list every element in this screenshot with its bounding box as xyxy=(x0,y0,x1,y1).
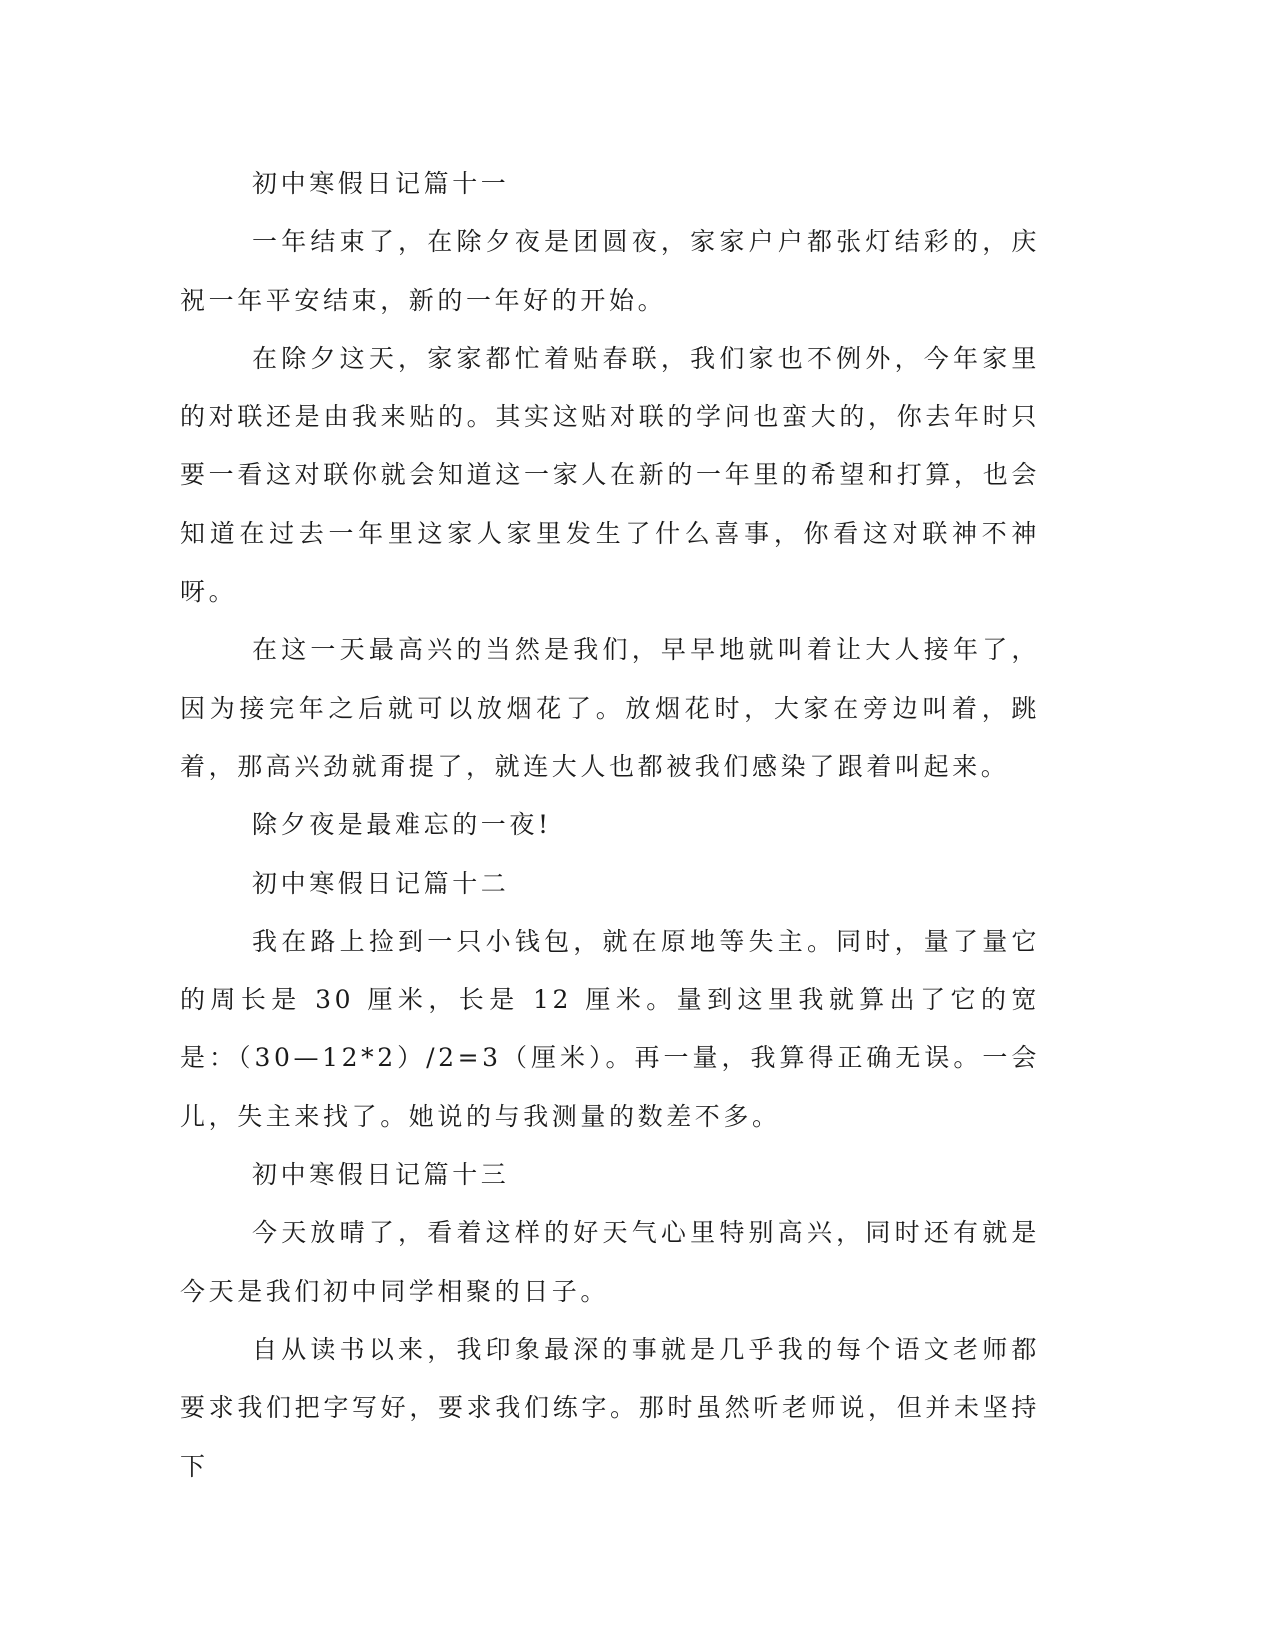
paragraph: 在这一天最高兴的当然是我们，早早地就叫着让大人接年了，因为接完年之后就可以放烟花了。放烟花时，大家在旁边叫着，跳着，那高兴劲就甭提了，就连大人也都被我们感染了跟着叫起来。 xyxy=(180,635,1040,781)
paragraph: 除夕夜是最难忘的一夜! xyxy=(252,810,552,840)
paragraph: 我在路上捡到一只小钱包，就在原地等失主。同时，量了量它的周长是 30 厘米，长是 12 厘米。量到这里我就算出了它的宽是：（30—12*2）/2=3（厘米）。再一量，我算得正确无误。一会儿，失主来找了。她说的与我测量的数差不多。 xyxy=(180,926,1040,1131)
diary-heading-11: 初中寒假日记篇十一 xyxy=(252,169,510,198)
document-page xyxy=(180,155,1040,1496)
paragraph: 今天放晴了，看着这样的好天气心里特别高兴，同时还有就是今天是我们初中同学相聚的日子。 xyxy=(180,1218,1040,1306)
diary-heading-12: 初中寒假日记篇十二 xyxy=(252,868,510,898)
diary-heading-13: 初中寒假日记篇十三 xyxy=(252,1160,510,1190)
paragraph: 在除夕这天，家家都忙着贴春联，我们家也不例外，今年家里的对联还是由我来贴的。其实这贴对联的学问也蛮大的，你去年时只要一看这对联你就会知道这一家人在新的一年里的希望和打算，也会知道在过去一年里这家人家里发生了什么喜事，你看这对联神不神呀。 xyxy=(180,343,1040,607)
paragraph: 一年结束了，在除夕夜是团圆夜，家家户户都张灯结彩的，庆祝一年平安结束，新的一年好的开始。 xyxy=(180,227,1040,315)
paragraph: 自从读书以来，我印象最深的事就是几乎我的每个语文老师都要求我们把字写好，要求我们练字。那时虽然听老师说，但并未坚持下 xyxy=(180,1334,1040,1481)
